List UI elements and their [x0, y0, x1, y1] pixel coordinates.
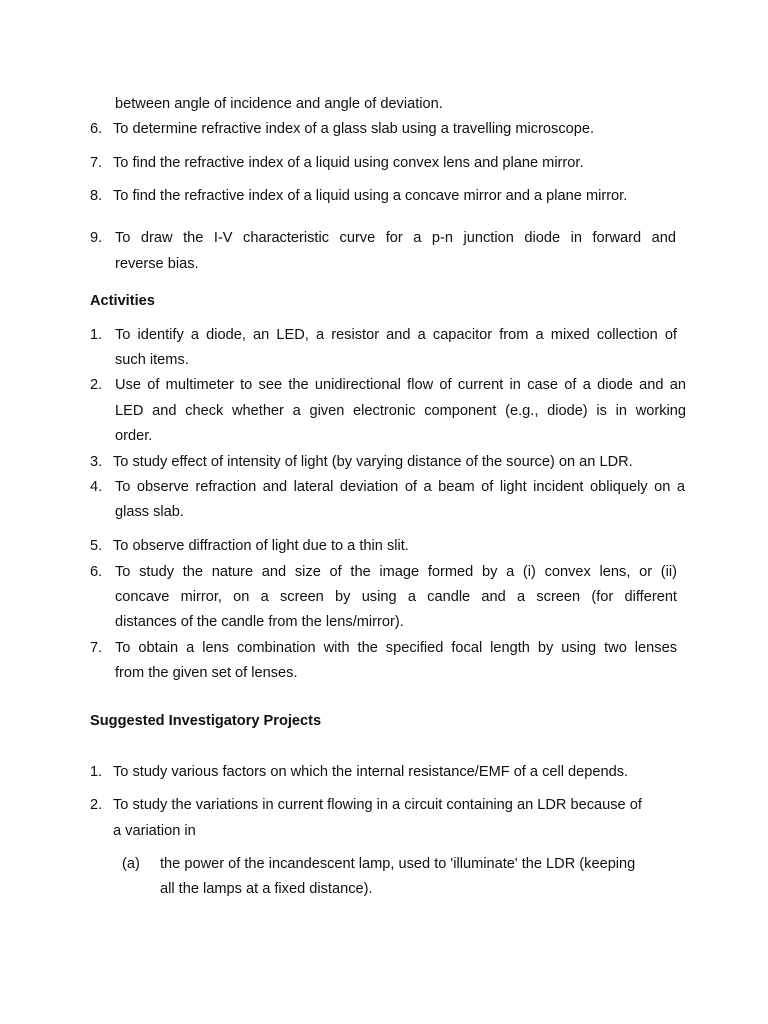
- experiment-5-continuation: between angle of incidence and angle of deviation.: [115, 96, 443, 112]
- experiment-8-number: 8.: [90, 188, 103, 204]
- activity-3-text: To study effect of intensity of light (by varying distance of the source) on an LDR.: [113, 454, 633, 470]
- project-2a-line1: the power of the incandescent lamp, used to 'illuminate' the LDR (keeping: [160, 856, 636, 872]
- activity-7-number: 7.: [90, 640, 103, 656]
- project-2-line2: a variation in: [113, 823, 196, 839]
- project-1-number: 1.: [90, 764, 103, 780]
- activity-2-line2: LED and check whether a given electronic component (e.g., diode) is in working: [115, 403, 686, 419]
- project-2a-line2: all the lamps at a fixed distance).: [160, 881, 373, 897]
- projects-heading: Suggested Investigatory Projects: [90, 713, 322, 729]
- experiment-6-number: 6.: [90, 121, 103, 137]
- activity-3-number: 3.: [90, 454, 103, 470]
- activity-2-line3: order.: [115, 428, 153, 444]
- experiment-9-number: 9.: [90, 230, 103, 246]
- activity-1-line2: such items.: [115, 352, 189, 368]
- activity-1-line1: To identify a diode, an LED, a resistor and a capacitor from a mixed collection of: [115, 327, 677, 343]
- activity-4-line1: To observe refraction and lateral deviation of a beam of light incident obliquely on a: [115, 479, 685, 495]
- activity-5-text: To observe diffraction of light due to a thin slit.: [113, 538, 409, 554]
- activity-4-line2: glass slab.: [115, 504, 184, 520]
- activity-6-line2: concave mirror, on a screen by using a candle and a screen (for different: [115, 589, 677, 605]
- activity-7-line2: from the given set of lenses.: [115, 665, 298, 681]
- experiment-9-text-line2: reverse bias.: [115, 256, 199, 272]
- project-2a-label: (a): [122, 856, 140, 872]
- experiment-6-text: To determine refractive index of a glass slab using a travelling microscope.: [113, 121, 595, 137]
- activity-6-line3: distances of the candle from the lens/mirror).: [115, 614, 404, 630]
- activity-6-line1: To study the nature and size of the image formed by a (i) convex lens, or (ii): [115, 564, 677, 580]
- activity-5-number: 5.: [90, 538, 103, 554]
- experiment-7-number: 7.: [90, 155, 103, 171]
- project-1-text: To study various factors on which the internal resistance/EMF of a cell depends.: [113, 764, 629, 780]
- activity-4-number: 4.: [90, 479, 103, 495]
- activities-heading: Activities: [90, 293, 155, 309]
- experiment-7-text: To find the refractive index of a liquid using convex lens and plane mirror.: [113, 155, 584, 171]
- project-2-line1: To study the variations in current flowing in a circuit containing an LDR because of: [113, 797, 642, 813]
- activity-6-number: 6.: [90, 564, 103, 580]
- activity-1-number: 1.: [90, 327, 103, 343]
- activity-7-line1: To obtain a lens combination with the specified focal length by using two lenses: [115, 640, 677, 656]
- project-2-number: 2.: [90, 797, 103, 813]
- activity-2-number: 2.: [90, 377, 103, 393]
- experiment-8-text: To find the refractive index of a liquid using a concave mirror and a plane mirror.: [113, 188, 628, 204]
- activity-2-line1: Use of multimeter to see the unidirectional flow of current in case of a diode and an: [115, 377, 686, 393]
- experiment-9-text-line1: To draw the I-V characteristic curve for a p-n junction diode in forward and: [115, 230, 676, 246]
